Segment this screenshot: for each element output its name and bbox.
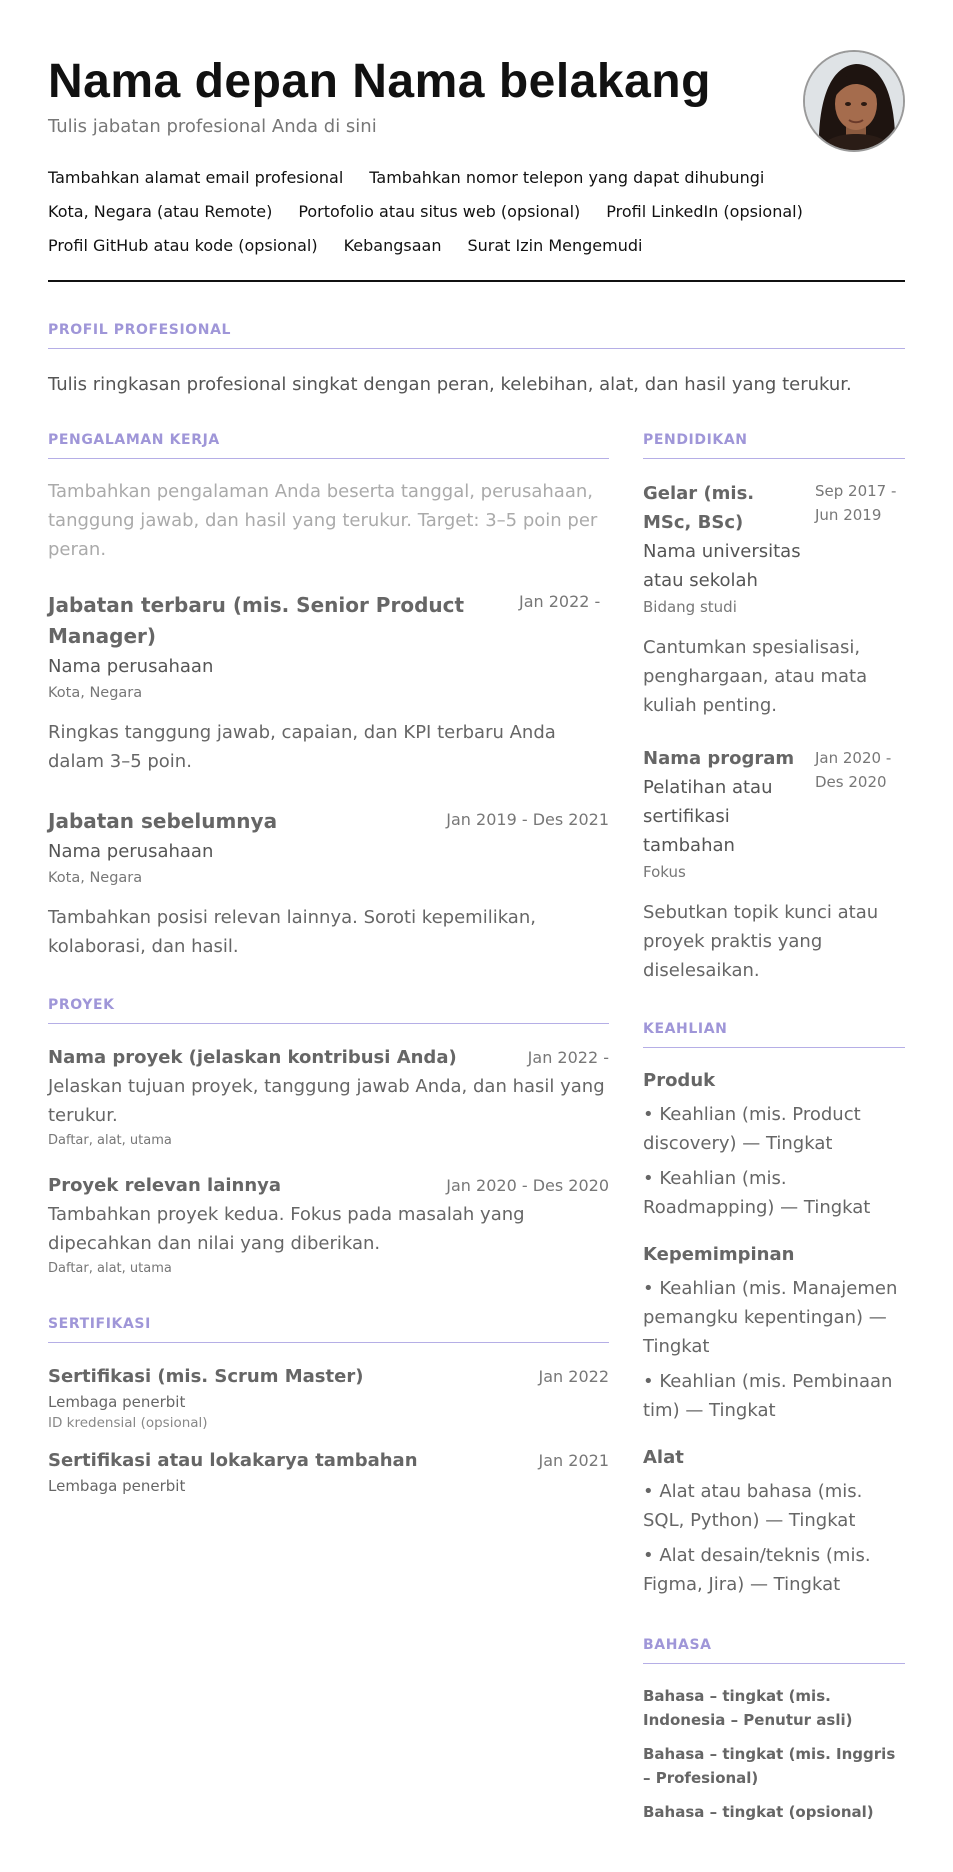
program-title: Nama program [643, 748, 795, 769]
skill-category: Alat [643, 1447, 684, 1468]
skill-item: • Alat desain/teknis (mis. Figma, Jira) — Tingkat [643, 1545, 871, 1595]
job-description: Tambahkan posisi relevan lainnya. Soroti kepemilikan, kolaborasi, dan hasil. [48, 907, 536, 957]
project-date: Jan 2020 - Des 2020 [446, 1176, 609, 1195]
education-date: Sep 2017 - Jun 2019 [815, 482, 897, 524]
degree-title: Gelar (mis. MSc, BSc) [643, 483, 755, 533]
education-section [643, 432, 905, 985]
project-entry [48, 1172, 609, 1280]
full-name: Nama depan Nama belakang [48, 55, 711, 108]
language-item: Bahasa – tingkat (opsional) [643, 1803, 874, 1821]
education-entry [643, 479, 905, 720]
company-name: Nama perusahaan [48, 841, 214, 862]
project-description: Jelaskan tujuan proyek, tanggung jawab Anda, dan hasil yang terukur. [48, 1076, 605, 1126]
language-item: Bahasa – tingkat (mis. Inggris – Profesional) [643, 1745, 896, 1787]
experience-entry [48, 590, 609, 776]
certification-entry [48, 1447, 609, 1497]
credential-id: ID kredensial (opsional) [48, 1415, 208, 1431]
contact-email[interactable]: Tambahkan alamat email profesional [48, 168, 344, 187]
experience-hint: Tambahkan pengalaman Anda beserta tanggal, perusahaan, tanggung jawab, dan hasil yang terukur. Target: 3–5 poin per peran. [48, 481, 598, 560]
profile-section [48, 322, 905, 398]
project-description: Tambahkan proyek kedua. Fokus pada masalah yang dipecahkan dan nilai yang diberikan. [48, 1204, 525, 1254]
left-column [48, 432, 609, 1824]
education-date: Jan 2020 - Des 2020 [815, 749, 892, 791]
skill-category: Kepemimpinan [643, 1244, 795, 1265]
contact-list [48, 161, 868, 263]
contact-portfolio[interactable]: Portofolio atau situs web (opsional) [298, 202, 581, 221]
skill-item: • Alat atau bahasa (mis. SQL, Python) — Tingkat [643, 1481, 863, 1531]
job-title: Jabatan sebelumnya [48, 809, 278, 833]
contact-location: Kota, Negara (atau Remote) [48, 202, 273, 221]
project-title: Nama proyek (jelaskan kontribusi Anda) [48, 1047, 457, 1068]
certifications-section [48, 1316, 609, 1497]
school-name: Pelatihan atau sertifikasi tambahan [643, 777, 773, 856]
professional-title: Tulis jabatan profesional Anda di sini [48, 116, 377, 137]
contact-github[interactable]: Profil GitHub atau kode (opsional) [48, 236, 318, 255]
contact-nationality: Kebangsaan [343, 236, 442, 255]
skill-category: Produk [643, 1070, 716, 1091]
section-title-languages: BAHASA [643, 1637, 905, 1664]
section-title-education: PENDIDIKAN [643, 432, 905, 459]
field-of-study: Bidang studi [643, 598, 737, 616]
certification-title: Sertifikasi atau lokakarya tambahan [48, 1450, 418, 1471]
skill-item: • Keahlian (mis. Roadmapping) — Tingkat [643, 1168, 871, 1218]
right-column [643, 432, 905, 1824]
skill-item: • Keahlian (mis. Product discovery) — Tingkat [643, 1104, 861, 1154]
section-title-profile: PROFIL PROFESIONAL [48, 322, 905, 349]
contact-linkedin[interactable]: Profil LinkedIn (opsional) [606, 202, 803, 221]
certification-date: Jan 2022 [538, 1367, 609, 1386]
education-description: Cantumkan spesialisasi, penghargaan, atau mata kuliah penting. [643, 637, 868, 716]
skills-section [643, 1021, 905, 1599]
project-title: Proyek relevan lainnya [48, 1175, 282, 1196]
section-title-experience: PENGALAMAN KERJA [48, 432, 609, 459]
section-title-skills: KEAHLIAN [643, 1021, 905, 1048]
job-date: Jan 2019 - Des 2021 [446, 810, 609, 829]
job-title: Jabatan terbaru (mis. Senior Product Manager) [48, 593, 465, 648]
skill-item: • Keahlian (mis. Pembinaan tim) — Tingkat [643, 1371, 893, 1421]
two-column-body [48, 432, 905, 1824]
profile-photo [803, 50, 905, 152]
section-title-projects: PROYEK [48, 997, 609, 1024]
certification-entry [48, 1363, 609, 1433]
project-tags: Daftar, alat, utama [48, 1133, 172, 1148]
job-date: Jan 2022 - [519, 592, 601, 611]
skill-item: • Keahlian (mis. Manajemen pemangku kepentingan) — Tingkat [643, 1278, 898, 1357]
portrait-icon [805, 52, 905, 152]
experience-section [48, 432, 609, 961]
job-location: Kota, Negara [48, 685, 143, 701]
language-item: Bahasa – tingkat (mis. Indonesia – Penutur asli) [643, 1687, 853, 1729]
project-entry [48, 1044, 609, 1152]
languages-section [643, 1637, 905, 1824]
job-location: Kota, Negara [48, 870, 143, 886]
project-date: Jan 2022 - [527, 1048, 609, 1067]
section-title-certifications: SERTIFIKASI [48, 1316, 609, 1343]
header-divider [48, 280, 905, 283]
profile-summary: Tulis ringkasan profesional singkat dengan peran, kelebihan, alat, dan hasil yang terukur. [48, 374, 852, 395]
certification-date: Jan 2021 [538, 1451, 609, 1470]
projects-section [48, 997, 609, 1280]
job-description: Ringkas tanggung jawab, capaian, dan KPI terbaru Anda dalam 3–5 poin. [48, 722, 556, 772]
resume-header [48, 50, 905, 282]
field-of-study: Fokus [643, 863, 686, 881]
education-entry [643, 744, 905, 985]
contact-driving-license: Surat Izin Mengemudi [467, 236, 643, 255]
education-description: Sebutkan topik kunci atau proyek praktis yang diselesaikan. [643, 902, 879, 981]
contact-phone[interactable]: Tambahkan nomor telepon yang dapat dihubungi [369, 168, 765, 187]
certification-issuer: Lembaga penerbit [48, 1393, 186, 1411]
certification-issuer: Lembaga penerbit [48, 1477, 186, 1495]
certification-title: Sertifikasi (mis. Scrum Master) [48, 1366, 364, 1387]
school-name: Nama universitas atau sekolah [643, 541, 801, 591]
project-tags: Daftar, alat, utama [48, 1261, 172, 1276]
company-name: Nama perusahaan [48, 656, 214, 677]
experience-entry [48, 806, 609, 961]
